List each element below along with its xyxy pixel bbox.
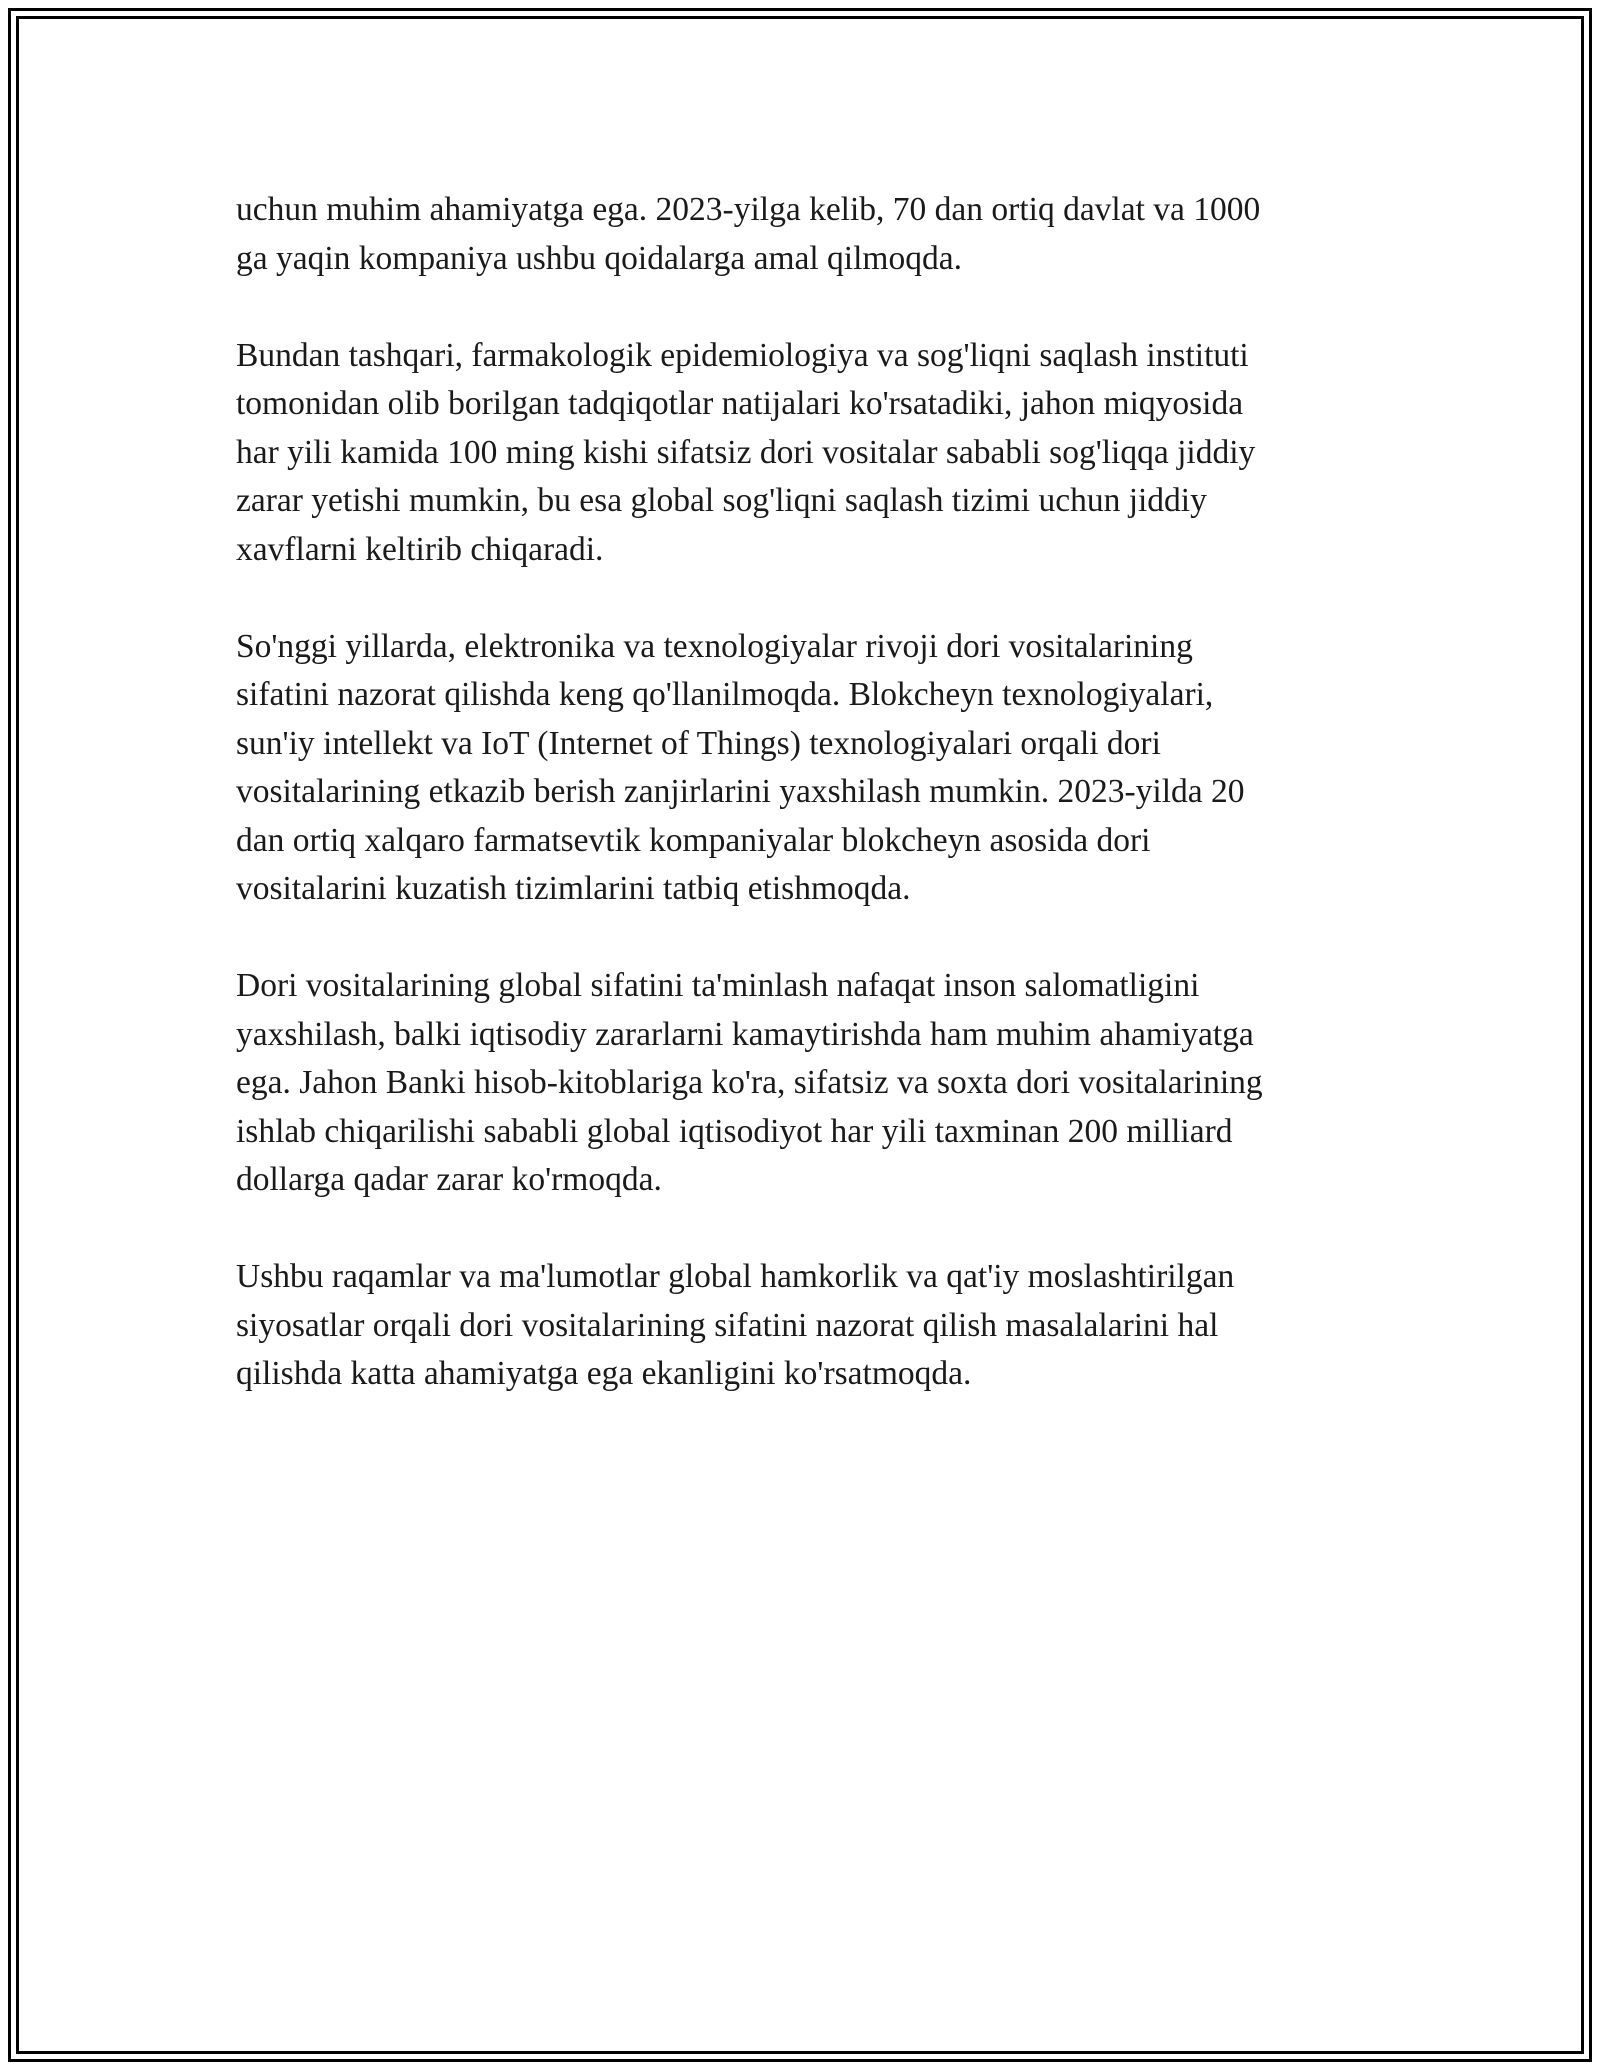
text-line: sun'iy intellekt va IoT (Internet of Things) texnologiyalari orqali dori	[236, 724, 1161, 762]
paragraph	[236, 1253, 1376, 1399]
text-line: har yili kamida 100 ming kishi sifatsiz dori vositalar sababli sog'liqqa jiddiy	[236, 433, 1256, 471]
paragraph	[236, 332, 1376, 575]
text-line: siyosatlar orqali dori vositalarining sifatini nazorat qilish masalalarini hal	[236, 1306, 1219, 1344]
text-line: Ushbu raqamlar va ma'lumotlar global hamkorlik va qat'iy moslashtirilgan	[236, 1258, 1235, 1295]
text-line: ga yaqin kompaniya ushbu qoidalarga amal qilmoqda.	[236, 239, 962, 277]
paragraph	[236, 962, 1376, 1205]
text-line: Bundan tashqari, farmakologik epidemiologiya va sog'liqni saqlash instituti	[236, 336, 1249, 374]
text-line: zarar yetishi mumkin, bu esa global sog'liqni saqlash tizimi uchun jiddiy	[236, 482, 1207, 519]
text-line: ishlab chiqarilishi sababli global iqtisodiyot har yili taxminan 200 milliard	[236, 1112, 1233, 1150]
text-line: dan ortiq xalqaro farmatsevtik kompaniyalar blokcheyn asosida dori	[236, 821, 1151, 859]
text-line: sifatini nazorat qilishda keng qo'llanilmoqda. Blokcheyn texnologiyalari,	[236, 676, 1214, 713]
text-line: vositalarining etkazib berish zanjirlarini yaxshilash mumkin. 2023-yilda 20	[236, 773, 1245, 810]
text-line: ega. Jahon Banki hisob-kitoblariga ko'ra, sifatsiz va soxta dori vositalarining	[236, 1064, 1263, 1101]
text-line: yaxshilash, balki iqtisodiy zararlarni kamaytirishda ham muhim ahamiyatga	[236, 1015, 1254, 1053]
document-body	[236, 186, 1376, 1447]
text-line: qilishda katta ahamiyatga ega ekanligini ko'rsatmoqda.	[236, 1355, 972, 1392]
text-line: So'nggi yillarda, elektronika va texnologiyalar rivoji dori vositalarining	[236, 627, 1193, 665]
text-line: Dori vositalarining global sifatini ta'minlash nafaqat inson salomatligini	[236, 967, 1200, 1004]
text-line: vositalarini kuzatish tizimlarini tatbiq etishmoqda.	[236, 870, 911, 907]
text-line: xavflarni keltirib chiqaradi.	[236, 530, 604, 568]
text-line: dollarga qadar zarar ko'rmoqda.	[236, 1161, 662, 1198]
paragraph	[236, 186, 1376, 283]
text-line: uchun muhim ahamiyatga ega. 2023-yilga kelib, 70 dan ortiq davlat va 1000	[236, 191, 1261, 228]
text-line: tomonidan olib borilgan tadqiqotlar natijalari ko'rsatadiki, jahon miqyosida	[236, 385, 1244, 422]
paragraph	[236, 623, 1376, 914]
